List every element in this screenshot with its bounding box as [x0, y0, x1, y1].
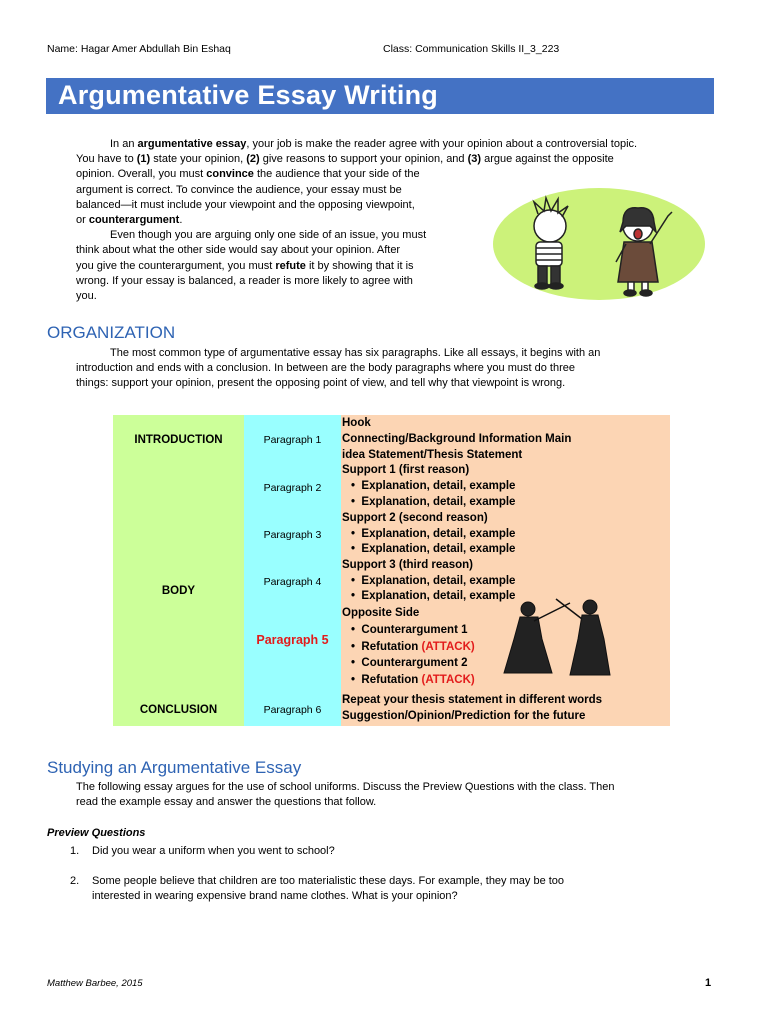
section-conclusion: CONCLUSION — [139, 704, 218, 716]
question-1: Did you wear a uniform when you went to school? — [92, 845, 335, 857]
page-number: 1 — [705, 977, 712, 989]
studying-heading: Studying an Argumentative Essay — [47, 758, 302, 777]
p6-line2: Suggestion/Opinion/Prediction for the future — [342, 710, 586, 722]
preview-questions-heading: Preview Questions — [47, 827, 146, 839]
p2-head: Support 1 (first reason) — [342, 464, 470, 476]
p6-line1: Repeat your thesis statement in different words — [342, 694, 603, 706]
paragraph-label: Paragraph 6 — [263, 704, 322, 716]
p5-counterargument-1: • Counterargument 1 — [351, 624, 468, 636]
p1-background: Connecting/Background Information Main — [342, 433, 572, 445]
p5-head: Opposite Side — [342, 607, 420, 619]
p5-counterargument-2: • Counterargument 2 — [351, 657, 468, 669]
paragraph-label: Paragraph 3 — [263, 529, 322, 541]
p3-item: • Explanation, detail, example — [351, 543, 516, 555]
p2-item: • Explanation, detail, example — [351, 496, 516, 508]
p3-head: Support 2 (second reason) — [342, 512, 488, 524]
paragraph-label-highlighted: Paragraph 5 — [256, 633, 329, 647]
p1-thesis: idea Statement/Thesis Statement — [342, 449, 523, 461]
p5-refutation-2: • Refutation (ATTACK) — [351, 674, 475, 686]
kendo-fighters-illustration — [494, 595, 614, 677]
p2-item: • Explanation, detail, example — [351, 480, 516, 492]
studying-text: The following essay argues for the use of school uniforms. Discuss the Preview Questions with the class. Then read the example essay and answer the questions that follow. — [76, 781, 615, 809]
organization-heading: ORGANIZATION — [47, 323, 176, 342]
paragraph-column — [244, 415, 341, 726]
p4-head: Support 3 (third reason) — [342, 559, 473, 571]
page-title: Argumentative Essay Writing — [58, 80, 438, 110]
question-2-number: 2. — [70, 875, 80, 887]
section-body: BODY — [161, 585, 196, 597]
paragraph-label: Paragraph 1 — [263, 434, 322, 446]
p3-item: • Explanation, detail, example — [351, 528, 516, 540]
p4-item: • Explanation, detail, example — [351, 590, 516, 602]
paragraph-label: Paragraph 4 — [263, 576, 322, 588]
cartoon-illustration — [488, 186, 710, 304]
footer-author: Matthew Barbee, 2015 — [47, 978, 143, 989]
intro-text: In an argumentative essay, your job is make the reader agree with your opinion about a controversial topic. You have to (1) state your opinion, (2) give reasons to support your opinion, and (3) argue against the opposite opinion. Overall, you must convince the audience that your side of the argument is correct. To convince the audience, your essay must be balanced—it must include your viewpoint and the opposing viewpoint, or counterargument. Even though you are arguing only one side of an issue, you must think about what the other side would say about your opinion. After you give the counterargument, you must refute it by showing that it is wrong. If your essay is balanced, a reader is more likely to agree with you. — [76, 138, 638, 303]
section-introduction: INTRODUCTION — [134, 434, 223, 446]
question-1-number: 1. — [70, 845, 80, 857]
student-name: Name: Hagar Amer Abdullah Bin Eshaq — [47, 43, 231, 55]
p5-refutation-1: • Refutation (ATTACK) — [351, 641, 475, 653]
title-banner — [46, 78, 714, 114]
p1-hook: Hook — [342, 417, 371, 429]
section-column — [113, 415, 244, 726]
organization-text: The most common type of argumentative essay has six paragraphs. Like all essays, it begins with an introduction and ends with a conclusion. In between are the body paragraphs where you must do three things: support your opinion, present the opposing point of view, and tell why that viewpoint is wrong. — [76, 347, 601, 390]
question-2: Some people believe that children are too materialistic these days. For example, they may be too interested in wearing expensive brand name clothes. What is your opinion? — [92, 875, 565, 903]
p4-item: • Explanation, detail, example — [351, 575, 516, 587]
paragraph-label: Paragraph 2 — [263, 482, 322, 494]
class-info: Class: Communication Skills II_3_223 — [383, 43, 560, 55]
